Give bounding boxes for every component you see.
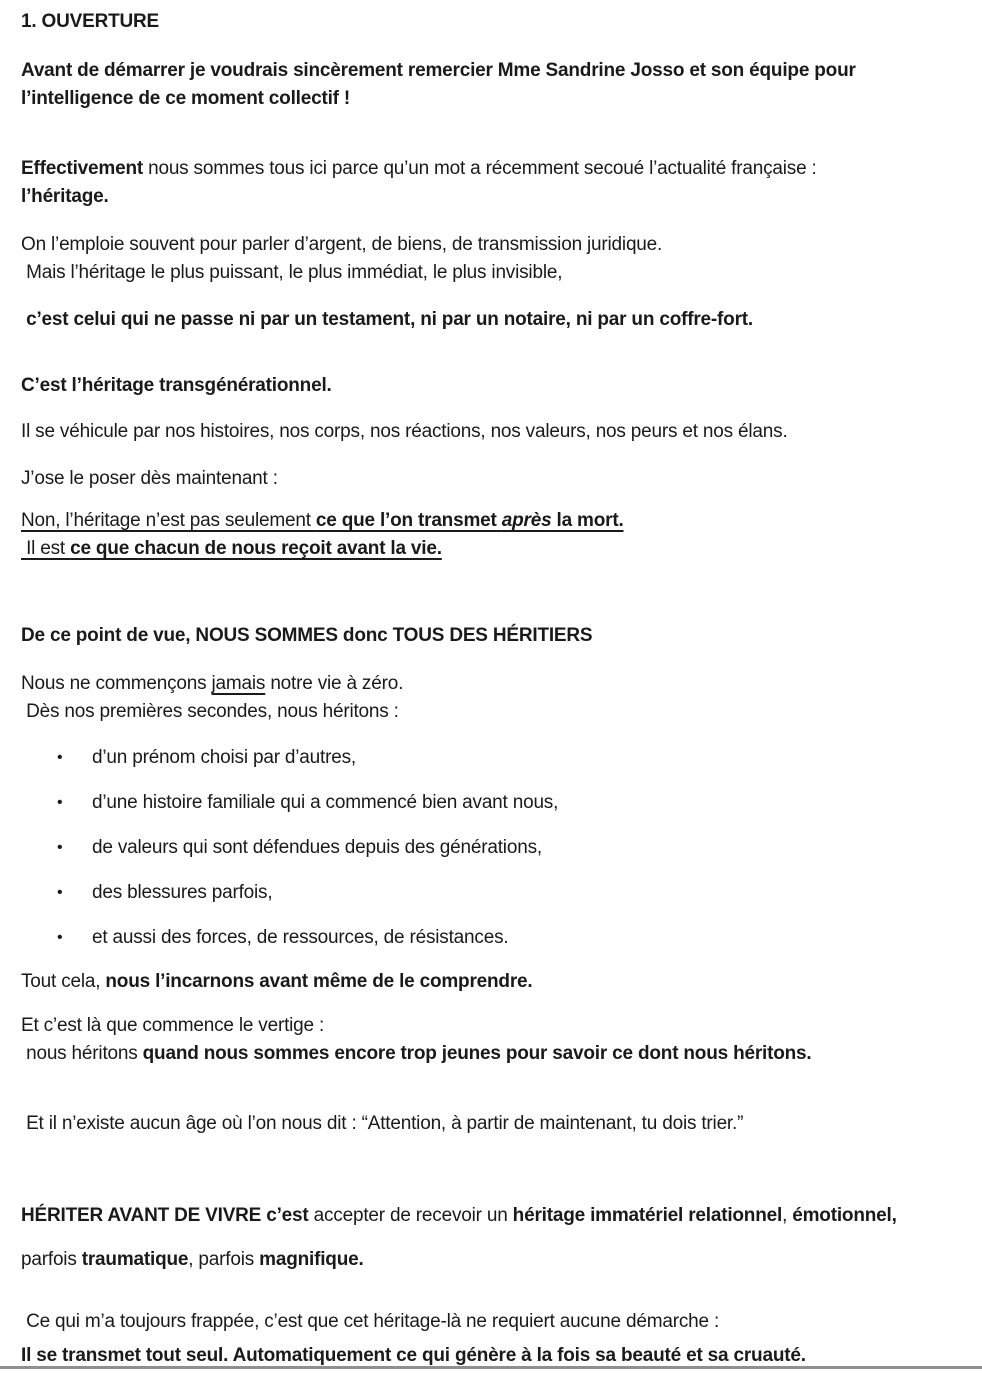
- para-tous-heritiers: [21, 622, 962, 650]
- text-run: ce que chacun de nous reçoit avant la vie.: [70, 538, 442, 559]
- para-transgenerationnel: [21, 372, 962, 400]
- text-run: Effectivement: [21, 158, 143, 179]
- text-run: et aussi des forces, de ressources, de résistances.: [92, 927, 509, 948]
- para-coffre-fort: [21, 306, 962, 334]
- text-run: jamais: [211, 673, 266, 694]
- para-non-heritage: [21, 507, 962, 563]
- text-run: la mort.: [551, 510, 624, 531]
- para-aucun-age: [21, 1110, 962, 1138]
- bullet-icon: •: [57, 794, 63, 811]
- para-heriter-avant-vivre: [21, 1194, 962, 1282]
- text-run: Ce qui m’a toujours frappée, c’est que cet héritage-là ne requiert aucune démarche :: [21, 1311, 720, 1332]
- text-run: ,: [782, 1205, 793, 1226]
- text-run: quand nous sommes encore trop jeunes pour savoir ce dont nous héritons.: [142, 1043, 812, 1064]
- text-run: C’est l’héritage transgénérationnel.: [21, 375, 332, 396]
- bullet-icon: •: [57, 884, 63, 901]
- text-run: parfois: [21, 1249, 82, 1270]
- bullet-icon: •: [57, 839, 63, 856]
- text-run: d’un prénom choisi par d’autres,: [92, 747, 356, 768]
- text-run: Non, l’héritage n’est pas seulement: [21, 510, 316, 531]
- text-run: notre vie à zéro.: [265, 673, 404, 694]
- text-run: nous l’incarnons avant même de le comprendre.: [105, 971, 533, 992]
- text-run: , parfois: [188, 1249, 260, 1270]
- text-run: Avant de démarrer je voudrais sincèrement remercier Mme Sandrine Josso et son équipe pour: [21, 60, 856, 81]
- text-run: Et c’est là que commence le vertige :: [21, 1015, 325, 1036]
- text-run: On l’emploie souvent pour parler d’argent, de biens, de transmission juridique.: [21, 234, 663, 255]
- para-remerciements: [21, 57, 962, 113]
- text-run: de valeurs qui sont défendues depuis des générations,: [92, 837, 542, 858]
- text-run: Il se véhicule par nos histoires, nos corps, nos réactions, nos valeurs, nos peurs et nos élans.: [21, 421, 788, 442]
- text-run: des blessures parfois,: [92, 882, 273, 903]
- para-emploi-argent: [21, 231, 962, 287]
- text-run: traumatique: [81, 1249, 189, 1270]
- bullet-text: [92, 879, 272, 907]
- para-effectivement: [21, 155, 962, 211]
- text-run: émotionnel,: [792, 1205, 897, 1226]
- para-vertige: [21, 1012, 962, 1068]
- text-run: d’une histoire familiale qui a commencé bien avant nous,: [92, 792, 559, 813]
- page-bottom-border: [0, 1366, 982, 1369]
- bullet-forces: [21, 924, 962, 952]
- bullet-blessures: [21, 879, 962, 907]
- text-run: héritage immatériel relationnel: [512, 1205, 783, 1226]
- text-run: Et il n’existe aucun âge où l’on nous dit : “Attention, à partir de maintenant, tu dois trier.”: [21, 1113, 744, 1134]
- text-run: nous héritons: [21, 1043, 143, 1064]
- text-run: Tout cela,: [21, 971, 106, 992]
- text-run: 1. OUVERTURE: [21, 11, 160, 32]
- text-run: J’ose le poser dès maintenant :: [21, 468, 278, 489]
- bullet-text: [92, 789, 558, 817]
- para-frappee: [21, 1308, 962, 1336]
- para-vehicule: [21, 418, 962, 446]
- text-run: Mais l’héritage le plus puissant, le plus immédiat, le plus invisible,: [21, 262, 563, 283]
- text-run: HÉRITER AVANT DE VIVRE c’est: [21, 1205, 309, 1226]
- section-heading: [21, 8, 962, 36]
- text-run: après: [501, 510, 552, 531]
- text-run: nous sommes tous ici parce qu’un mot a récemment secoué l’actualité française :: [143, 158, 817, 179]
- bullet-text: [92, 924, 508, 952]
- para-jose-poser: [21, 465, 962, 493]
- text-run: ce que l’on transmet: [315, 510, 502, 531]
- text-run: accepter de recevoir un: [308, 1205, 513, 1226]
- text-run: magnifique.: [259, 1249, 364, 1270]
- bullet-prenom: [21, 744, 962, 772]
- text-run: Dès nos premières secondes, nous héritons :: [21, 701, 399, 722]
- text-run: Il se transmet tout seul. Automatiquement ce qui génère à la fois sa beauté et sa cruauté.: [21, 1345, 806, 1366]
- text-run: De ce point de vue, NOUS SOMMES donc TOUS DES HÉRITIERS: [21, 625, 593, 646]
- document-body: [21, 8, 962, 1370]
- bullet-icon: •: [57, 929, 63, 946]
- text-run: l’héritage.: [21, 186, 109, 207]
- text-run: c’est celui qui ne passe ni par un testament, ni par un notaire, ni par un coffre-fort.: [21, 309, 753, 330]
- para-jamais-zero: [21, 670, 962, 726]
- bullet-icon: •: [57, 749, 63, 766]
- text-run: l’intelligence de ce moment collectif !: [21, 88, 351, 109]
- bullet-valeurs: [21, 834, 962, 862]
- bullet-text: [92, 744, 356, 772]
- bullet-histoire-familiale: [21, 789, 962, 817]
- para-tout-cela: [21, 968, 962, 996]
- text-run: Il est: [21, 538, 71, 559]
- bullet-text: [92, 834, 542, 862]
- text-run: Nous ne commençons: [21, 673, 212, 694]
